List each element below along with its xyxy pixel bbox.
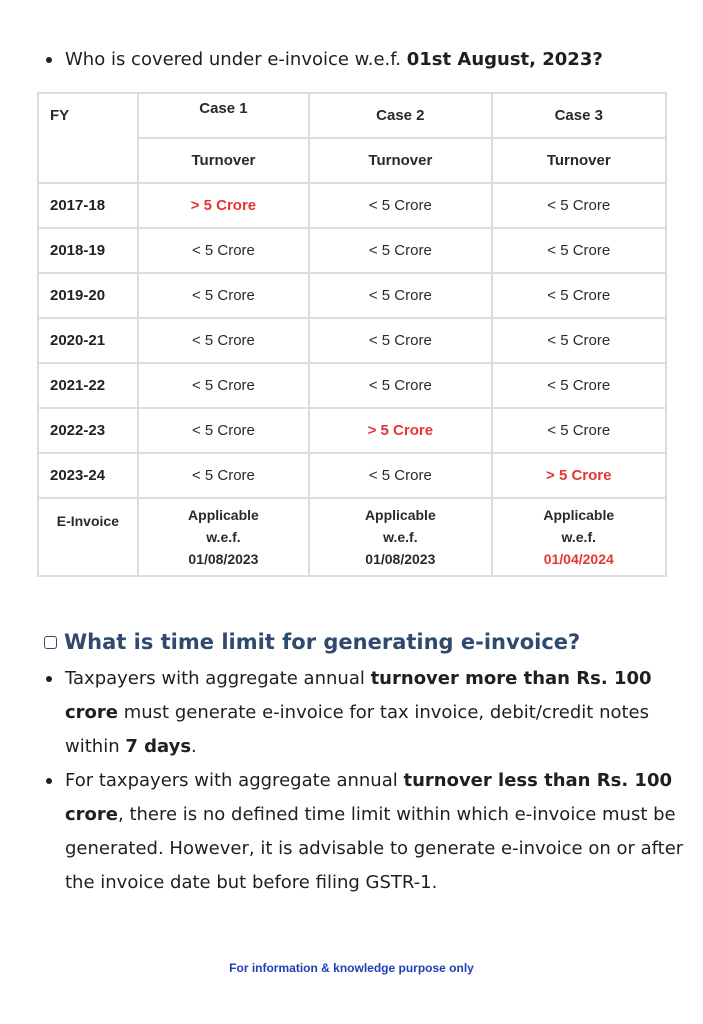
- table-row: [38, 273, 666, 318]
- turnover-header: Turnover: [492, 138, 666, 183]
- time-limit-bullets: [46, 662, 686, 900]
- applicable-date: 01/04/2024: [543, 551, 614, 567]
- table-row: [38, 408, 666, 453]
- fy-cell: 2017-18: [38, 183, 138, 228]
- footer-disclaimer: For information & knowledge purpose only: [229, 961, 474, 975]
- turnover-cell: < 5 Crore: [309, 273, 491, 318]
- fy-cell: 2020-21: [38, 318, 138, 363]
- fy-cell: 2021-22: [38, 363, 138, 408]
- table-row: [38, 228, 666, 273]
- fy-header: FY: [38, 93, 138, 183]
- applicable-date: 01/08/2023: [365, 551, 436, 567]
- turnover-header: Turnover: [138, 138, 309, 183]
- turnover-cell: < 5 Crore: [138, 273, 309, 318]
- turnover-cell: < 5 Crore: [492, 408, 666, 453]
- section-heading: [44, 630, 580, 654]
- section-heading-text: What is time limit for generating e-invoice?: [64, 630, 581, 654]
- applicable-date: 01/08/2023: [188, 551, 259, 567]
- fy-cell: 2019-20: [38, 273, 138, 318]
- table-row: [38, 453, 666, 498]
- turnover-cell: > 5 Crore: [309, 408, 491, 453]
- einvoice-coverage-table: [37, 92, 667, 577]
- fy-cell: 2022-23: [38, 408, 138, 453]
- turnover-cell: < 5 Crore: [138, 408, 309, 453]
- turnover-header: Turnover: [309, 138, 491, 183]
- einvoice-row: [38, 498, 666, 576]
- case-1-header: Case 1: [138, 93, 309, 138]
- turnover-cell: < 5 Crore: [492, 228, 666, 273]
- bullet-dot: [46, 57, 52, 63]
- turnover-cell: < 5 Crore: [492, 273, 666, 318]
- turnover-cell: < 5 Crore: [309, 453, 491, 498]
- table-row: [38, 318, 666, 363]
- turnover-cell: > 5 Crore: [492, 453, 666, 498]
- bullet-dot: [46, 676, 52, 682]
- applicable-cell: Applicable w.e.f. 01/04/2024: [492, 498, 666, 576]
- turnover-cell: < 5 Crore: [309, 183, 491, 228]
- fy-cell: 2023-24: [38, 453, 138, 498]
- case-3-header: Case 3: [492, 93, 666, 138]
- bullet-item: For taxpayers with aggregate annual turnover less than Rs. 100 crore, there is no defined time limit within which e-invoice must be generated. However, it is advisable to generate e-invoice on or after the invoice date but before filing GSTR-1.: [46, 764, 686, 900]
- intro-date: 01st August, 2023?: [406, 49, 603, 70]
- table-row: [38, 363, 666, 408]
- turnover-cell: < 5 Crore: [492, 318, 666, 363]
- turnover-cell: < 5 Crore: [138, 318, 309, 363]
- checkbox-square-icon: [44, 636, 57, 649]
- bullet-item: Taxpayers with aggregate annual turnover more than Rs. 100 crore must generate e-invoice for tax invoice, debit/credit notes within 7 days.: [46, 662, 686, 764]
- table-header-row: [38, 93, 666, 138]
- applicable-cell: Applicable w.e.f. 01/08/2023: [309, 498, 491, 576]
- turnover-cell: < 5 Crore: [138, 363, 309, 408]
- turnover-cell: < 5 Crore: [492, 183, 666, 228]
- table-row: [38, 183, 666, 228]
- turnover-cell: < 5 Crore: [309, 318, 491, 363]
- intro-text: Who is covered under e-invoice w.e.f. 01st August, 2023?: [65, 49, 603, 70]
- intro-bullet: [46, 46, 603, 74]
- fy-cell: 2018-19: [38, 228, 138, 273]
- turnover-cell: < 5 Crore: [138, 453, 309, 498]
- einvoice-label: E-Invoice: [38, 498, 138, 576]
- case-2-header: Case 2: [309, 93, 491, 138]
- turnover-cell: < 5 Crore: [492, 363, 666, 408]
- turnover-cell: < 5 Crore: [309, 228, 491, 273]
- turnover-cell: < 5 Crore: [309, 363, 491, 408]
- turnover-cell: > 5 Crore: [138, 183, 309, 228]
- applicable-cell: Applicable w.e.f. 01/08/2023: [138, 498, 309, 576]
- bullet-dot: [46, 778, 52, 784]
- turnover-cell: < 5 Crore: [138, 228, 309, 273]
